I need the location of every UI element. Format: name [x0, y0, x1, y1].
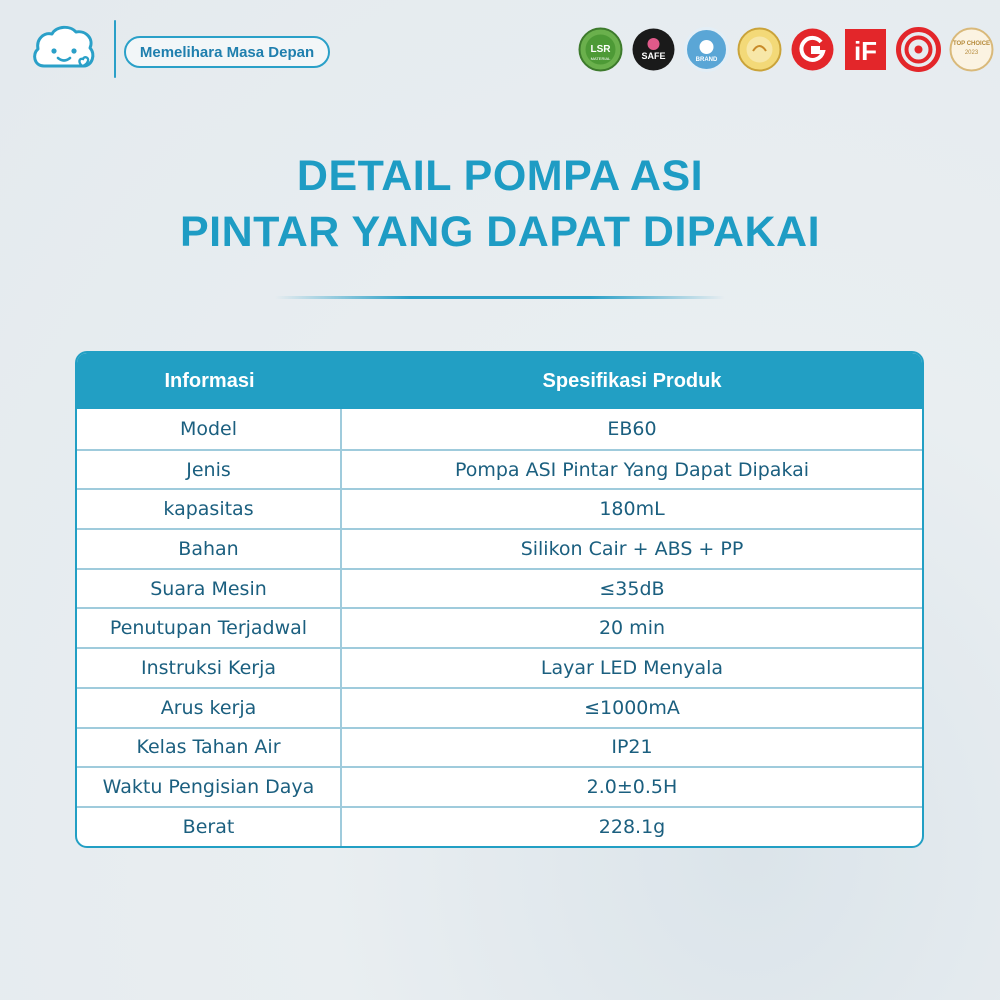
table-cell-value: EB60	[607, 417, 657, 440]
lsr-material-badge-icon	[578, 27, 623, 72]
if-design-badge-icon	[843, 27, 888, 72]
safe-badge-icon	[631, 27, 676, 72]
table-row	[77, 449, 922, 489]
header	[0, 0, 1000, 100]
table-row	[77, 607, 922, 647]
badge-year: 2023	[964, 50, 979, 56]
table-cell-label: kapasitas	[77, 490, 342, 528]
table-cell-value: ≤35dB	[599, 577, 665, 600]
table-row	[77, 806, 922, 846]
table-body	[77, 409, 922, 846]
good-design-badge-icon	[790, 27, 835, 72]
header-divider	[114, 20, 116, 78]
table-cell-label: Bahan	[77, 530, 342, 568]
column-header-spesifikasi: Spesifikasi Produk	[542, 369, 722, 392]
badge-text: BRAND	[695, 57, 718, 63]
table-cell-value: Silikon Cair + ABS + PP	[520, 537, 744, 560]
title-line-1: DETAIL POMPA ASI	[296, 152, 704, 200]
table-row	[77, 409, 922, 449]
table-cell-label: Jenis	[77, 451, 342, 489]
table-cell-value: 20 min	[598, 617, 666, 640]
table-cell-label: Penutupan Terjadwal	[77, 609, 342, 647]
spec-table	[75, 351, 924, 848]
table-header-row	[77, 353, 922, 409]
table-cell-value: 228.1g	[598, 815, 666, 838]
title-underline	[275, 296, 725, 299]
top-choice-badge-icon	[949, 27, 994, 72]
brand-badge-icon	[684, 27, 729, 72]
table-row	[77, 687, 922, 727]
certification-badges	[578, 27, 994, 72]
table-cell-label: Suara Mesin	[77, 570, 342, 608]
table-row	[77, 568, 922, 608]
table-cell-label: Kelas Tahan Air	[77, 729, 342, 767]
table-cell-value: 180mL	[599, 498, 665, 521]
table-cell-label: Instruksi Kerja	[77, 649, 342, 687]
column-header-informasi: Informasi	[164, 369, 255, 392]
table-row	[77, 766, 922, 806]
table-cell-label: Model	[77, 409, 342, 449]
table-row	[77, 727, 922, 767]
baby-face-logo-icon	[30, 22, 100, 78]
award-badge-icon	[737, 27, 782, 72]
page-title	[0, 148, 1000, 260]
table-cell-value: 2.0±0.5H	[586, 776, 678, 799]
badge-text: TOP CHOICE	[952, 41, 991, 47]
table-row	[77, 488, 922, 528]
badge-text: LSR	[590, 44, 611, 55]
badge-text: iF	[853, 36, 878, 66]
badge-text: SAFE	[641, 51, 666, 61]
table-cell-label: Arus kerja	[77, 689, 342, 727]
badge-subtext: MATERIAL	[590, 56, 611, 61]
table-cell-value: IP21	[611, 736, 653, 759]
tagline-pill: Memelihara Masa Depan	[124, 36, 330, 68]
red-dot-badge-icon	[896, 27, 941, 72]
table-cell-value: Layar LED Menyala	[540, 656, 724, 679]
table-cell-value: ≤1000mA	[584, 696, 680, 719]
table-cell-label: Berat	[77, 808, 342, 846]
table-row	[77, 647, 922, 687]
table-cell-value: Pompa ASI Pintar Yang Dapat Dipakai	[454, 458, 810, 481]
table-cell-label: Waktu Pengisian Daya	[77, 768, 342, 806]
title-line-2: PINTAR YANG DAPAT DIPAKAI	[179, 208, 821, 256]
table-row	[77, 528, 922, 568]
